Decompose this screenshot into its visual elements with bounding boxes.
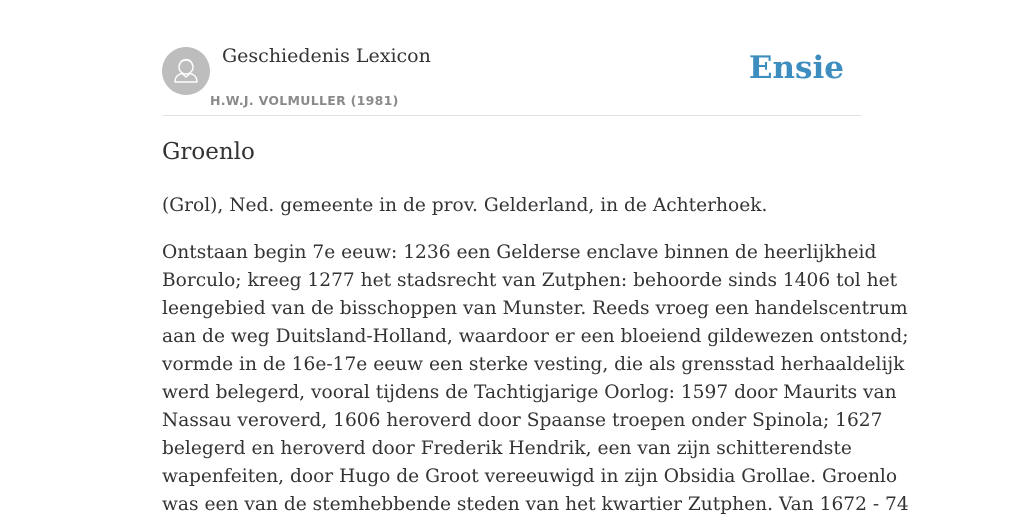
article-title: Groenlo bbox=[162, 139, 255, 165]
article-body-line: leengebied van de bisschoppen van Munster. Reeds vroeg een handelscentrum bbox=[162, 298, 908, 319]
article-body-line: belegerd en heroverd door Frederik Hendrik, een van zijn schitterendste bbox=[162, 438, 852, 459]
user-placeholder-icon bbox=[162, 47, 210, 95]
article-body-line: vormde in de 16e-17e eeuw een sterke vesting, die als grensstad herhaaldelijk bbox=[162, 354, 905, 375]
brand-logo[interactable]: Ensie bbox=[748, 50, 844, 86]
source-author[interactable]: H.W.J. VOLMULLER (1981) bbox=[210, 93, 399, 108]
article-intro: (Grol), Ned. gemeente in de prov. Gelderland, in de Achterhoek. bbox=[162, 195, 768, 216]
article-body-line: wapenfeiten, door Hugo de Groot vereeuwigd in zijn Obsidia Grollae. Groenlo bbox=[162, 466, 898, 487]
article-page bbox=[162, 0, 909, 515]
article-body-line: Ontstaan begin 7e eeuw: 1236 een Gelderse enclave binnen de heerlijkheid bbox=[162, 242, 877, 263]
avatar[interactable] bbox=[162, 47, 210, 95]
article-body-line: Borculo; kreeg 1277 het stadsrecht van Zutphen: behoorde sinds 1406 tol het bbox=[162, 270, 898, 291]
source-title[interactable]: Geschiedenis Lexicon bbox=[222, 45, 431, 67]
article-body bbox=[162, 239, 909, 519]
article-body-line: Nassau veroverd, 1606 heroverd door Spaanse troepen onder Spinola; 1627 bbox=[162, 410, 883, 431]
source-header bbox=[162, 0, 862, 116]
article-body-line: werd belegerd, vooral tijdens de Tachtigjarige Oorlog: 1597 door Maurits van bbox=[162, 382, 897, 403]
article-body-line: aan de weg Duitsland-Holland, waardoor er een bloeiend gildewezen ontstond; bbox=[162, 326, 909, 347]
article-body-line: was een van de stemhebbende steden van het kwartier Zutphen. Van 1672 - 74 bbox=[162, 494, 909, 515]
